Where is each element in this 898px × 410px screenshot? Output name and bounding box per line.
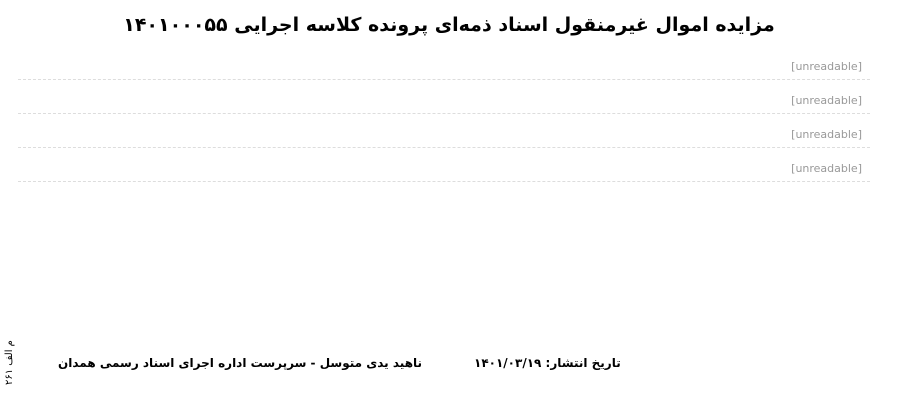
notice-paragraph: [unreadable] xyxy=(18,54,870,80)
footer-signature: ناهید یدی متوسل - سرپرست اداره اجرای اسناد رسمی همدان xyxy=(58,356,423,370)
footer-date: تاریخ انتشار: ۱۴۰۱/۰۳/۱۹ xyxy=(474,356,621,370)
notice-paragraph: [unreadable] xyxy=(18,88,870,114)
notice-body xyxy=(18,54,870,354)
notice-paragraph: [unreadable] xyxy=(18,122,870,148)
notice-paragraph: [unreadable] xyxy=(18,156,870,182)
notice-title: مزایده اموال غیرمنقول اسناد ذمه‌ای پرونده کلاسه اجرایی ۱۴۰۱۰۰۰۵۵ xyxy=(123,14,775,36)
side-code: م الف ۲۶۱ xyxy=(4,340,15,386)
